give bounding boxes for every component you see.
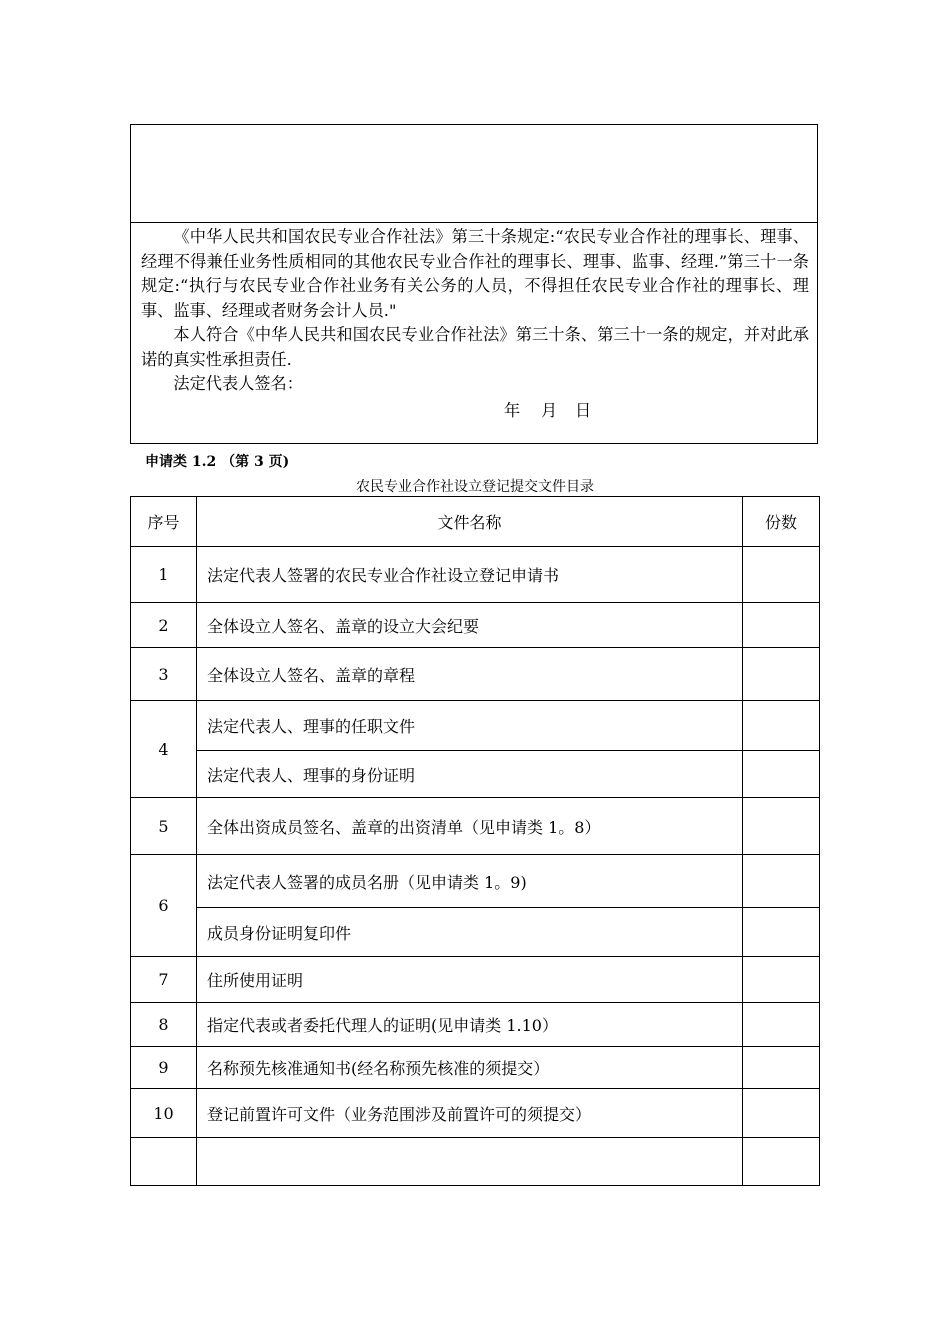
row-number: 5	[131, 798, 197, 855]
row-document-name: 成员身份证明复印件	[197, 908, 743, 957]
document-title: 农民专业合作社设立登记提交文件目录	[356, 479, 594, 495]
row-number: 9	[131, 1047, 197, 1089]
row-document-name: 全体出资成员签名、盖章的出资清单（见申请类 1。8）	[197, 798, 743, 855]
date-month: 月	[541, 401, 558, 420]
header-no: 序号	[131, 497, 197, 547]
row-copies	[743, 648, 820, 701]
table-row	[131, 751, 820, 798]
row-document-name: 法定代表人签署的成员名册（见申请类 1。9)	[197, 855, 743, 908]
row-copies	[743, 957, 820, 1003]
row-document-name: 法定代表人、理事的任职文件	[197, 701, 743, 751]
table-row	[131, 701, 820, 751]
table-row	[131, 648, 820, 701]
row-document-name: 全体设立人签名、盖章的章程	[197, 648, 743, 701]
row-number: 1	[131, 547, 197, 603]
row-copies	[743, 908, 820, 957]
date-year: 年	[504, 401, 521, 420]
row-copies	[743, 603, 820, 648]
row-number	[131, 1138, 197, 1186]
table-row	[131, 1089, 820, 1138]
table-row	[131, 603, 820, 648]
table-row	[131, 547, 820, 603]
row-document-name: 指定代表或者委托代理人的证明(见申请类 1.10）	[197, 1003, 743, 1047]
row-number: 6	[131, 855, 197, 957]
form-label: 申请类 1.2 （第 3 页)	[145, 454, 290, 470]
box-divider	[131, 222, 817, 223]
row-copies	[743, 1089, 820, 1138]
row-number: 7	[131, 957, 197, 1003]
row-document-name: 法定代表人签署的农民专业合作社设立登记申请书	[197, 547, 743, 603]
row-document-name: 住所使用证明	[197, 957, 743, 1003]
row-copies	[743, 1003, 820, 1047]
row-copies	[743, 1047, 820, 1089]
row-number: 10	[131, 1089, 197, 1138]
table-row	[131, 1003, 820, 1047]
table-row	[131, 1047, 820, 1089]
row-document-name: 登记前置许可文件（业务范围涉及前置许可的须提交）	[197, 1089, 743, 1138]
declaration-paragraph-1: 《中华人民共和国农民专业合作社法》第三十条规定:“农民专业合作社的理事长、理事、经理不得兼任业务性质相同的其他农民专业合作社的理事长、理事、监事、经理.”第三十一条规定:“执行与农民专业合作社业务有关公务的人员，不得担任农民专业合作社的理事长、理事、监事、经理或者财务会计人员."	[141, 227, 809, 320]
declaration-box	[130, 124, 818, 444]
declaration-text	[141, 225, 809, 397]
table-row	[131, 798, 820, 855]
signature-label: 法定代表人签名：	[173, 374, 303, 393]
row-number: 8	[131, 1003, 197, 1047]
date-day: 日	[575, 401, 592, 420]
row-document-name: 全体设立人签名、盖章的设立大会纪要	[197, 603, 743, 648]
table-header-row	[131, 497, 820, 547]
row-number: 3	[131, 648, 197, 701]
row-document-name: 名称预先核准通知书(经名称预先核准的须提交）	[197, 1047, 743, 1089]
row-document-name	[197, 1138, 743, 1186]
header-copies: 份数	[743, 497, 820, 547]
row-copies	[743, 751, 820, 798]
row-document-name: 法定代表人、理事的身份证明	[197, 751, 743, 798]
document-list-table	[130, 496, 820, 1186]
table-row	[131, 957, 820, 1003]
row-copies	[743, 701, 820, 751]
table-row	[131, 855, 820, 908]
row-number: 4	[131, 701, 197, 798]
row-copies	[743, 1138, 820, 1186]
row-number: 2	[131, 603, 197, 648]
table-row-empty	[131, 1138, 820, 1186]
header-name: 文件名称	[197, 497, 743, 547]
declaration-paragraph-2: 本人符合《中华人民共和国农民专业合作社法》第三十条、第三十一条的规定，并对此承诺的真实性承担责任.	[141, 325, 809, 369]
row-copies	[743, 798, 820, 855]
table-row	[131, 908, 820, 957]
row-copies	[743, 547, 820, 603]
row-copies	[743, 855, 820, 908]
